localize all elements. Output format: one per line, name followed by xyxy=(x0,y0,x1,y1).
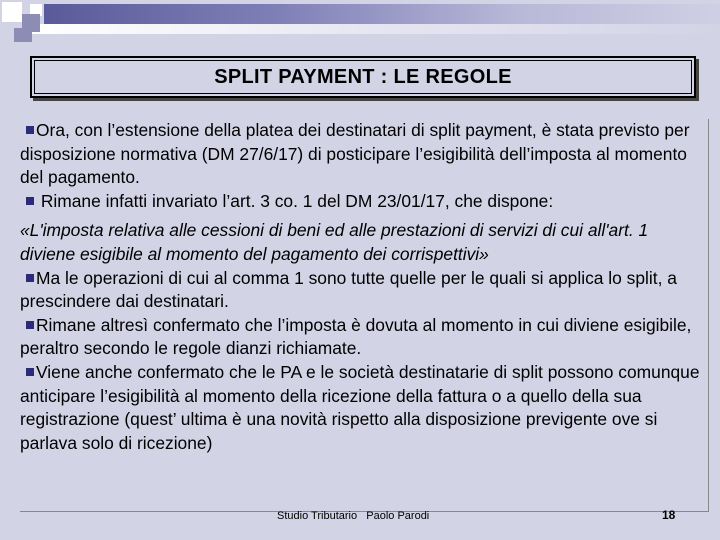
square-bullet-icon xyxy=(26,321,34,329)
paragraph: Rimane altresì confermato che l’imposta è dovuta al momento in cui diviene esigibile, peraltro secondo le regole dianzi richiamate. xyxy=(20,314,692,359)
paragraph: Ma le operazioni di cui al comma 1 sono tutte quelle per le quali si applica lo split, a prescindere dai destinatari. xyxy=(20,267,677,312)
slide-title: SPLIT PAYMENT : LE REGOLE xyxy=(214,65,512,88)
footer-text: Studio Tributario Paolo Parodi xyxy=(277,510,430,522)
square-bullet-icon xyxy=(26,274,34,282)
quote-paragraph: «L'imposta relativa alle cessioni di beni ed alle prestazioni di servizi di cui all'art. 1 diviene esigibile al momento del pagamento dei corrispettivi» xyxy=(20,220,649,264)
square-bullet-icon xyxy=(26,126,34,134)
page-number: 18 xyxy=(662,508,676,522)
title-box xyxy=(30,56,696,98)
decor-square xyxy=(14,28,32,42)
slide-body xyxy=(20,119,709,512)
square-bullet-icon xyxy=(26,197,34,205)
header-band-light xyxy=(30,24,720,34)
paragraph: Rimane infatti invariato l’art. 3 co. 1 del DM 23/01/17, che dispone: xyxy=(20,190,708,214)
square-bullet-icon xyxy=(26,368,34,376)
paragraph: Ora, con l’estensione della platea dei destinatari di split payment, è stata previsto per disposizione normativa (DM 27/6/17) di posticipare l’esigibilità dell’imposta al momento del pagamento. xyxy=(20,120,690,188)
decor-square xyxy=(2,2,22,22)
paragraph: Viene anche confermato che le PA e le società destinatarie di split possono comunque anticipare l’esigibilità al momento della ricezione della fattura o a quello della sua registrazione (quest’ ultima è una novità rispetto alla disposizione previgente ove si parlava solo di ricezione) xyxy=(20,361,700,453)
